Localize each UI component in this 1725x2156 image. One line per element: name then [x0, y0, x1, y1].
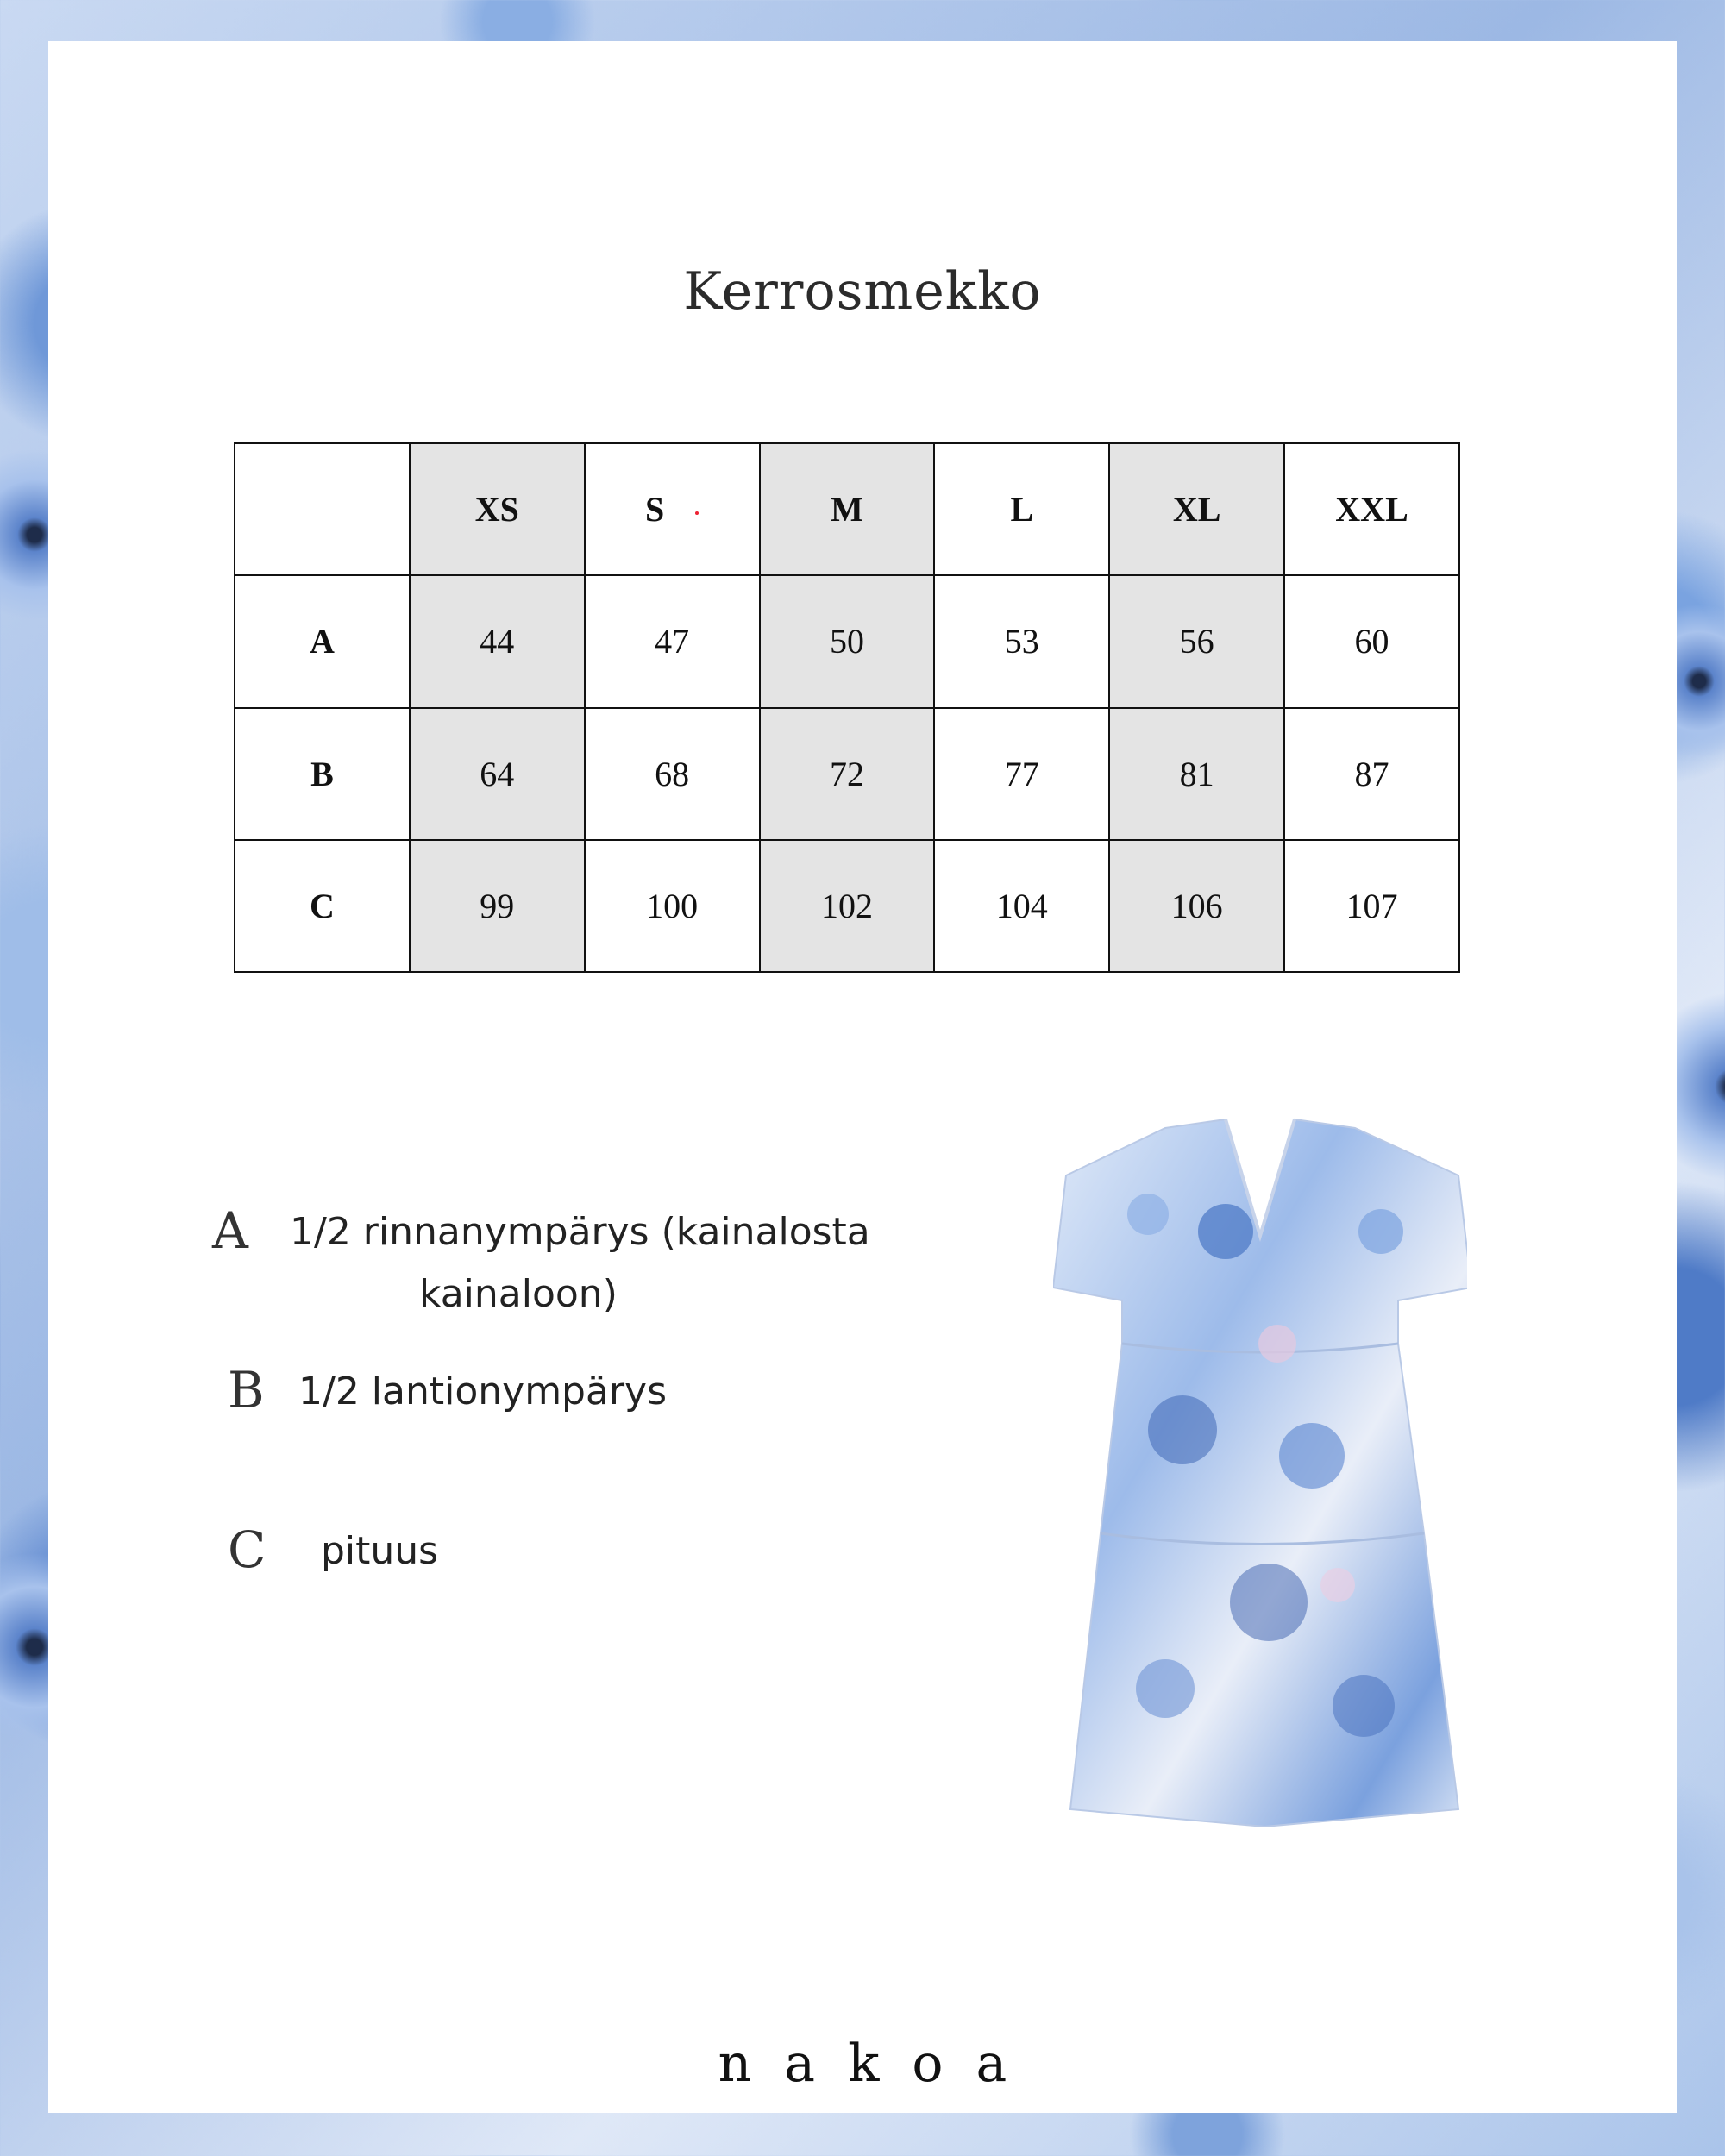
table-cell: 47 — [585, 575, 760, 707]
size-header-s: S — [585, 443, 760, 575]
table-cell: 102 — [760, 840, 935, 972]
size-header-l: L — [934, 443, 1109, 575]
table-cell: 87 — [1284, 708, 1459, 840]
size-table — [234, 442, 1460, 973]
page-title: Kerrosmekko — [683, 261, 1042, 322]
table-cell: 68 — [585, 708, 760, 840]
size-header-xl: XL — [1109, 443, 1284, 575]
table-cell: 99 — [410, 840, 585, 972]
size-chart-page — [48, 41, 1677, 2113]
table-cell: 56 — [1109, 575, 1284, 707]
row-label-a: A — [235, 575, 410, 707]
table-cell: 53 — [934, 575, 1109, 707]
size-header-xs: XS — [410, 443, 585, 575]
table-cell: 64 — [410, 708, 585, 840]
dress-illustration — [1053, 1085, 1467, 1861]
row-label-b: B — [235, 708, 410, 840]
legend-text-a-line2: kainaloon) — [419, 1272, 618, 1316]
row-label-c: C — [235, 840, 410, 972]
table-cell: 60 — [1284, 575, 1459, 707]
table-row — [235, 708, 1459, 840]
legend-letter-b: B — [228, 1361, 265, 1420]
table-cell: 107 — [1284, 840, 1459, 972]
table-header-row — [235, 443, 1459, 575]
legend-text-b: 1/2 lantionympärys — [298, 1369, 668, 1413]
red-dot-mark — [695, 511, 699, 515]
table-cell: 77 — [934, 708, 1109, 840]
legend-letter-a: A — [212, 1201, 248, 1260]
legend-text-c: pituus — [321, 1529, 439, 1573]
table-cell: 104 — [934, 840, 1109, 972]
size-header-m: M — [760, 443, 935, 575]
table-cell: 106 — [1109, 840, 1284, 972]
table-cell: 44 — [410, 575, 585, 707]
table-cell: 72 — [760, 708, 935, 840]
table-row — [235, 575, 1459, 707]
table-corner-cell — [235, 443, 410, 575]
legend-letter-c: C — [228, 1520, 267, 1579]
brand-logo: nakoa — [718, 2034, 1040, 2094]
table-cell: 100 — [585, 840, 760, 972]
table-cell: 50 — [760, 575, 935, 707]
table-cell: 81 — [1109, 708, 1284, 840]
size-header-xxl: XXL — [1284, 443, 1459, 575]
table-row — [235, 840, 1459, 972]
legend-text-a-line1: 1/2 rinnanympärys (kainalosta — [290, 1210, 870, 1254]
